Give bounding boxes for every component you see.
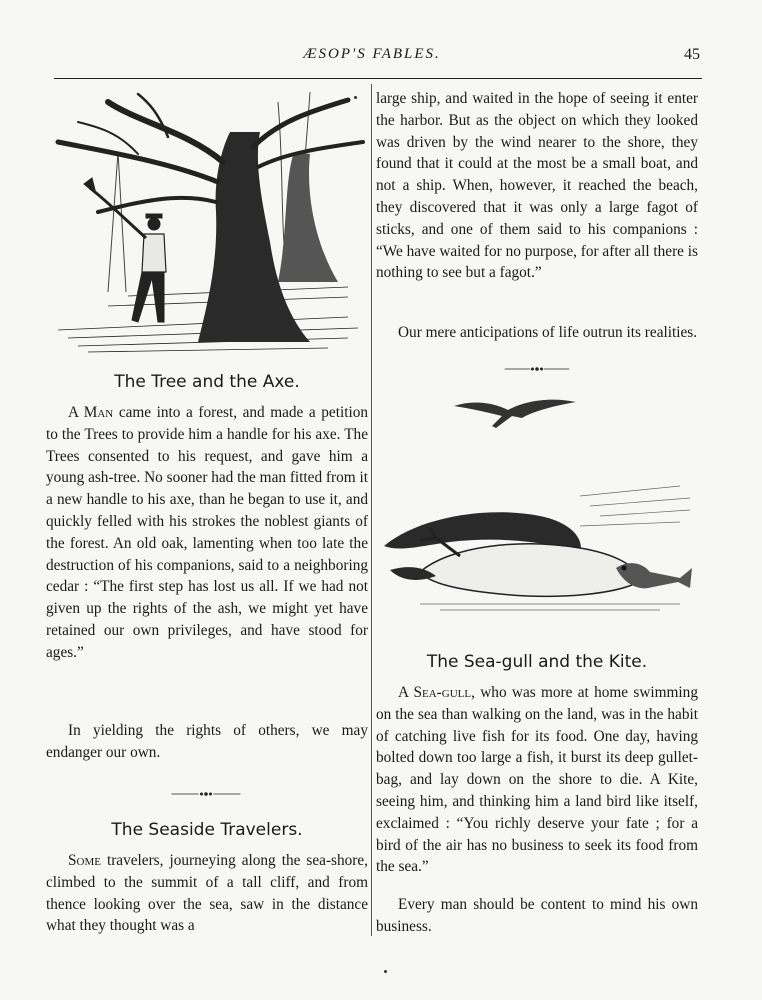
header-rule (54, 78, 702, 79)
column-divider (371, 84, 372, 936)
body-text: travelers, journeying along the sea-shore, climbed to the summit of a tall cliff, and from thence looking over the sea, saw in the distance what they thought was a (46, 852, 368, 935)
fable-body-seaside (46, 850, 368, 937)
woodcutter-illustration (48, 92, 368, 362)
paper-speck (354, 96, 357, 99)
fable-body-tree (46, 402, 368, 664)
first-word: A Man (68, 404, 114, 421)
fable-moral-seagull: Every man should be content to mind his own business. (376, 896, 698, 935)
seagull-illustration (380, 476, 700, 626)
fable-body-seagull (376, 682, 698, 878)
body-text: came into a forest, and made a petition to the Trees to provide him a handle for his axe. The Trees consented to his request, and gave him a young ash-tree. No sooner had the man fitted from it a new handle to his axe, than he began to use it, and quickly felled with his strokes the noblest giants of the forest. An old oak, lamenting when too late the destruction of his companions, said to a neighboring cedar : “The first step has lost us all. If we had not given up the rights of the ash, we might yet have retained our own privileges, and have stood for ages.” (46, 404, 368, 661)
paper-speck (384, 970, 387, 973)
section-ornament (494, 366, 580, 372)
page-number: 45 (684, 46, 700, 63)
fable-title-tree: The Tree and the Axe. (114, 372, 300, 392)
running-header (44, 46, 700, 74)
first-word: Some (68, 852, 101, 869)
fable-moral-tree: In yielding the rights of others, we may endanger our own. (46, 722, 368, 761)
first-word: A Sea-gull, (398, 684, 475, 701)
running-title: ÆSOP'S FABLES. (303, 46, 441, 62)
fable-moral-seaside: Our mere anticipations of life outrun its realities. (398, 324, 698, 341)
fable-title-seaside: The Seaside Travelers. (111, 820, 303, 840)
fable-title-seagull: The Sea-gull and the Kite. (426, 652, 648, 672)
fable-body-seaside-continued: large ship, and waited in the hope of seeing it enter the harbor. But as the object on which they looked was driven by the wind nearer to the shore, they found that it could at the most be a small boat, and not a ship. When, however, it reached the beach, they discovered that it was only a large fagot of sticks, and one of them said to his companions : “We have waited for no purpose, for after all there is nothing to see but a fagot.” (376, 90, 698, 282)
kite-illustration (452, 394, 578, 434)
body-text: who was more at home swimming on the sea than walking on the land, was in the habit of catching live fish for its food. One day, having bolted down too large a fish, it burst its deep gullet-bag, and lay down on the shore to die. A Kite, seeing him, and thinking him a land bird like itself, exclaimed : “You richly deserve your fate ; for a bird of the air has no business to seek its food from the sea.” (376, 684, 698, 876)
section-ornament (160, 791, 252, 797)
